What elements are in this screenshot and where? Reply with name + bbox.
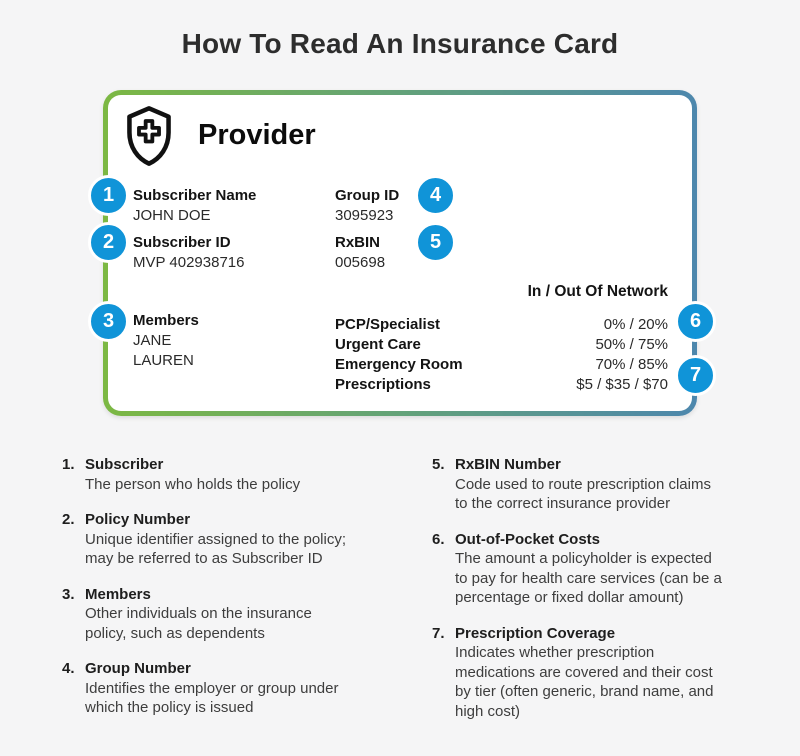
network-row-value: 50% / 75% <box>595 336 668 353</box>
legend-item-description: Identifies the employer or group under <box>85 679 339 697</box>
legend-item-title: Policy Number <box>85 511 191 528</box>
callout-badge-3: 3 <box>88 301 129 342</box>
network-row-label: Prescriptions <box>335 376 431 393</box>
callout-badge-5: 5 <box>415 222 456 263</box>
legend-item-number: 5. <box>432 456 445 473</box>
field-group-id <box>335 185 399 226</box>
legend-item-title: Prescription Coverage <box>455 624 616 642</box>
network-row <box>335 375 668 395</box>
subscriber-id-label: Subscriber ID <box>133 234 231 251</box>
legend-item-description: policy, such as dependents <box>85 624 265 642</box>
legend-item-rxbin-number <box>432 455 744 514</box>
legend-item-policy-number <box>62 510 384 569</box>
subscriber-id-value: MVP 402938716 <box>133 254 245 271</box>
legend-item-description: to the correct insurance provider <box>455 495 671 512</box>
field-members <box>133 310 199 371</box>
field-rxbin <box>335 232 385 273</box>
legend-item-description: percentage or fixed dollar amount) <box>455 589 684 606</box>
legend-item-description: Code used to route prescription claims <box>455 475 711 493</box>
legend-item-members <box>62 585 384 644</box>
callout-badge-7: 7 <box>675 355 716 396</box>
network-header: In / Out Of Network <box>527 283 668 300</box>
rxbin-label: RxBIN <box>335 234 381 251</box>
page-title: How To Read An Insurance Card <box>181 28 619 59</box>
network-row-value: 0% / 20% <box>603 316 668 333</box>
subscriber-name-value: JOHN DOE <box>133 207 211 224</box>
field-subscriber-id <box>133 232 244 273</box>
group-id-value: 3095923 <box>335 207 394 224</box>
network-row <box>335 315 668 335</box>
network-row-label: Urgent Care <box>335 336 421 353</box>
legend-item-number: 4. <box>62 660 75 677</box>
legend-item-description: Unique identifier assigned to the policy; <box>85 530 346 548</box>
legend-item-number: 2. <box>62 511 75 528</box>
legend-item-number: 6. <box>432 530 445 548</box>
legend-item-title: Group Number <box>85 660 191 677</box>
legend-item-description: high cost) <box>455 702 521 720</box>
network-table <box>335 315 668 395</box>
callout-badge-1: 1 <box>88 175 129 216</box>
legend-item-number: 7. <box>432 624 445 642</box>
network-row <box>335 355 668 375</box>
legend-item-description: Indicates whether prescription <box>455 644 655 661</box>
legend-item-description: Other individuals on the insurance <box>85 605 312 622</box>
legend-column-right <box>432 455 744 737</box>
legend-item-description: The amount a policyholder is expected <box>455 550 712 567</box>
provider-name: Provider <box>198 119 316 151</box>
legend-item-description: to pay for health care services (can be a <box>455 569 722 587</box>
legend-item-group-number <box>62 659 384 718</box>
group-id-label: Group ID <box>335 187 400 204</box>
legend-item-description: which the policy is issued <box>85 699 254 716</box>
legend-item-title: Subscriber <box>85 456 164 473</box>
legend-item-prescription-coverage <box>432 624 744 722</box>
legend-item-description: The person who holds the policy <box>85 475 301 493</box>
legend-item-title: Members <box>85 585 151 603</box>
members-label: Members <box>133 312 199 329</box>
callout-badge-4: 4 <box>415 175 456 216</box>
subscriber-name-label: Subscriber Name <box>133 187 257 204</box>
members-value: LAUREN <box>133 352 194 369</box>
legend-column-left <box>62 455 384 734</box>
callout-badge-2: 2 <box>88 222 129 263</box>
legend-item-number: 1. <box>62 456 75 473</box>
legend-item-out-of-pocket-costs <box>432 530 744 608</box>
legend-item-description: by tier (often generic, brand name, and <box>455 683 714 700</box>
legend-item-description: may be referred to as Subscriber ID <box>85 550 323 567</box>
network-row-label: PCP/Specialist <box>335 316 441 333</box>
shield-cross-icon <box>120 105 178 167</box>
rxbin-value: 005698 <box>335 254 386 271</box>
legend-item-description: medications are covered and their cost <box>455 663 713 681</box>
network-row <box>335 335 668 355</box>
field-subscriber-name <box>133 185 256 226</box>
callout-badge-6: 6 <box>675 301 716 342</box>
legend-item-subscriber <box>62 455 384 494</box>
network-row-label: Emergency Room <box>335 356 463 373</box>
members-value: JANE <box>133 332 172 349</box>
network-row-value: $5 / $35 / $70 <box>576 376 668 393</box>
legend-item-title: Out-of-Pocket Costs <box>455 530 601 548</box>
legend-item-title: RxBIN Number <box>455 456 561 473</box>
network-row-value: 70% / 85% <box>595 356 668 373</box>
legend-item-number: 3. <box>62 585 75 603</box>
